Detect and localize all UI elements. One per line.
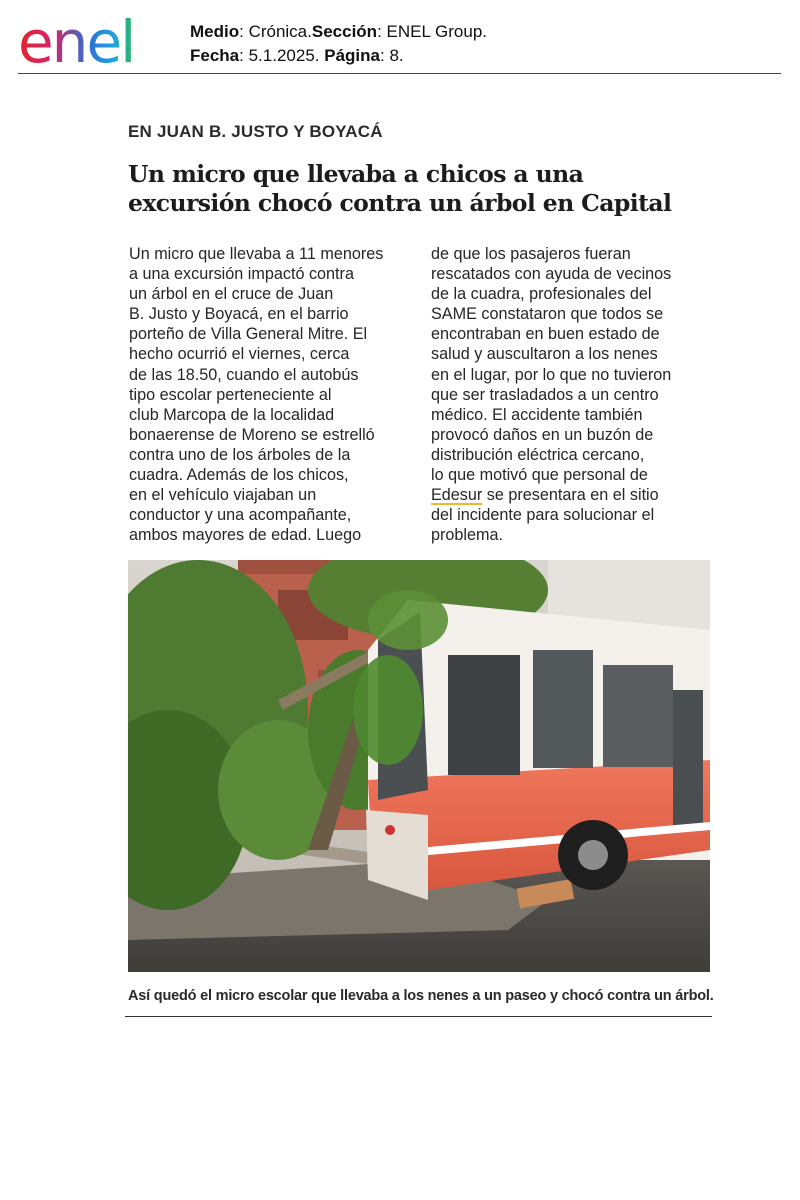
caption-divider	[125, 1016, 712, 1017]
bus-crash-photo	[128, 560, 710, 972]
clipping-header	[18, 8, 781, 74]
clipping-meta	[190, 20, 487, 68]
medio-label: Medio	[190, 22, 240, 41]
svg-text:enel: enel	[18, 12, 135, 70]
meta-line-2: Fecha: 5.1.2025. Página: 8.	[190, 46, 404, 65]
pagina-value: 8.	[389, 46, 404, 65]
article-column-2: de que los pasajeros fueran rescatados con ayuda de vecinos de la cuadra, profesionales del SAME constataron que todos se encontraban en buen estado de salud y auscultaron a los nenes en el lugar, por lo que no tuvieron que ser trasladados a un centro médico. El accidente también provocó daños en un buzón de distribución eléctrica cercano, lo que motivó que personal de Edesur se presentara en el sitio del incidente para solucionar el problema.	[431, 245, 672, 545]
article-kicker: EN JUAN B. JUSTO Y BOYACÁ	[128, 122, 383, 141]
seccion-label: Sección	[311, 22, 378, 41]
enel-logo	[18, 12, 170, 70]
highlighted-term-edesur: Edesur	[431, 486, 483, 505]
fecha-value: 5.1.2025.	[248, 46, 320, 65]
seccion-value: ENEL Group.	[386, 22, 488, 41]
photo-caption: Así quedó el micro escolar que llevaba a los nenes a un paseo y chocó contra un árbol.	[128, 988, 714, 1004]
meta-line-1: Medio: Crónica.Sección: ENEL Group.	[190, 22, 488, 41]
header-divider	[18, 73, 781, 74]
article-column-1: Un micro que llevaba a 11 menores a una excursión impactó contra un árbol en el cruce de Juan B. Justo y Boyacá, en el barrio porteño de Villa General Mitre. El hecho ocurrió el viernes, cerca de las 18.50, cuando el autobús tipo escolar perteneciente al club Marcopa de la localidad bonaerense de Moreno se estrelló contra uno de los árboles de la cuadra. Además de los chicos, en el vehículo viajaban un conductor y una acompañante, ambos mayores de edad. Luego	[129, 245, 384, 545]
article-headline: Un micro que llevaba a chicos a una excursión chocó contra un árbol en Capital	[128, 160, 672, 217]
medio-value: Crónica.	[248, 22, 312, 41]
article-photo	[128, 560, 710, 972]
pagina-label: Página	[324, 46, 380, 65]
fecha-label: Fecha	[190, 46, 240, 65]
